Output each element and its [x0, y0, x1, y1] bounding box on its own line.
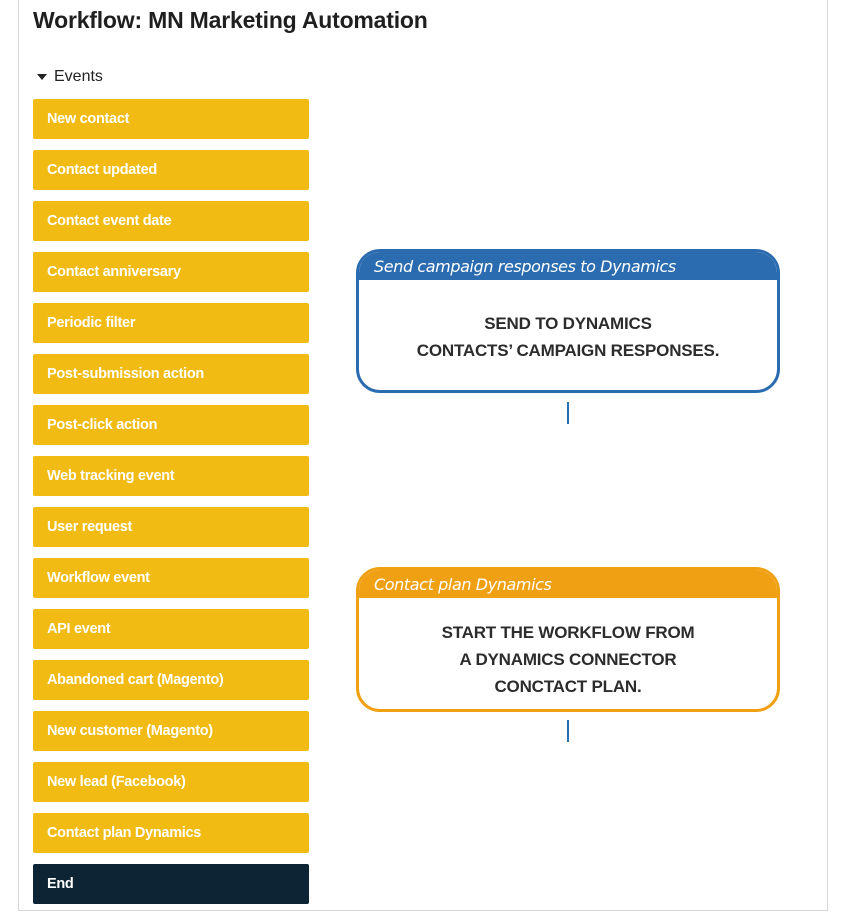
event-new-contact[interactable]: New contact: [33, 99, 309, 139]
event-new-lead-facebook[interactable]: New lead (Facebook): [33, 762, 309, 802]
event-workflow-event[interactable]: Workflow event: [33, 558, 309, 598]
callout-header: Contact plan Dynamics: [359, 570, 777, 598]
caret-down-icon: [37, 74, 47, 80]
event-contact-anniversary[interactable]: Contact anniversary: [33, 252, 309, 292]
event-new-customer-magento[interactable]: New customer (Magento): [33, 711, 309, 751]
event-api-event[interactable]: API event: [33, 609, 309, 649]
callout-header: Send campaign responses to Dynamics: [359, 252, 777, 280]
callout-line: START THE WORKFLOW FROM: [441, 623, 695, 642]
event-contact-updated[interactable]: Contact updated: [33, 150, 309, 190]
callout-line: CONCTACT PLAN.: [494, 677, 642, 696]
callout-line: CONTACTS’ CAMPAIGN RESPONSES.: [416, 341, 720, 360]
callout-body: [359, 280, 777, 364]
events-section-toggle[interactable]: [37, 66, 103, 88]
event-post-click-action[interactable]: Post-click action: [33, 405, 309, 445]
event-web-tracking[interactable]: Web tracking event: [33, 456, 309, 496]
event-contact-plan-dynamics[interactable]: Contact plan Dynamics: [33, 813, 309, 853]
event-contact-event-date[interactable]: Contact event date: [33, 201, 309, 241]
callout-connector-line: [567, 720, 569, 742]
event-abandoned-cart-magento[interactable]: Abandoned cart (Magento): [33, 660, 309, 700]
callout-send-campaign-responses: [356, 249, 780, 393]
callout-connector-line: [567, 402, 569, 424]
events-section-label: Events: [54, 68, 103, 85]
event-user-request[interactable]: User request: [33, 507, 309, 547]
callout-line: A DYNAMICS CONNECTOR: [459, 650, 677, 669]
callout-line: SEND TO DYNAMICS: [484, 314, 652, 333]
end-button[interactable]: End: [33, 864, 309, 904]
page-title: Workflow: MN Marketing Automation: [33, 7, 428, 33]
callout-contact-plan-dynamics: [356, 567, 780, 712]
event-post-submission-action[interactable]: Post-submission action: [33, 354, 309, 394]
event-periodic-filter[interactable]: Periodic filter: [33, 303, 309, 343]
callout-body: [359, 598, 777, 700]
event-list: [33, 99, 309, 915]
